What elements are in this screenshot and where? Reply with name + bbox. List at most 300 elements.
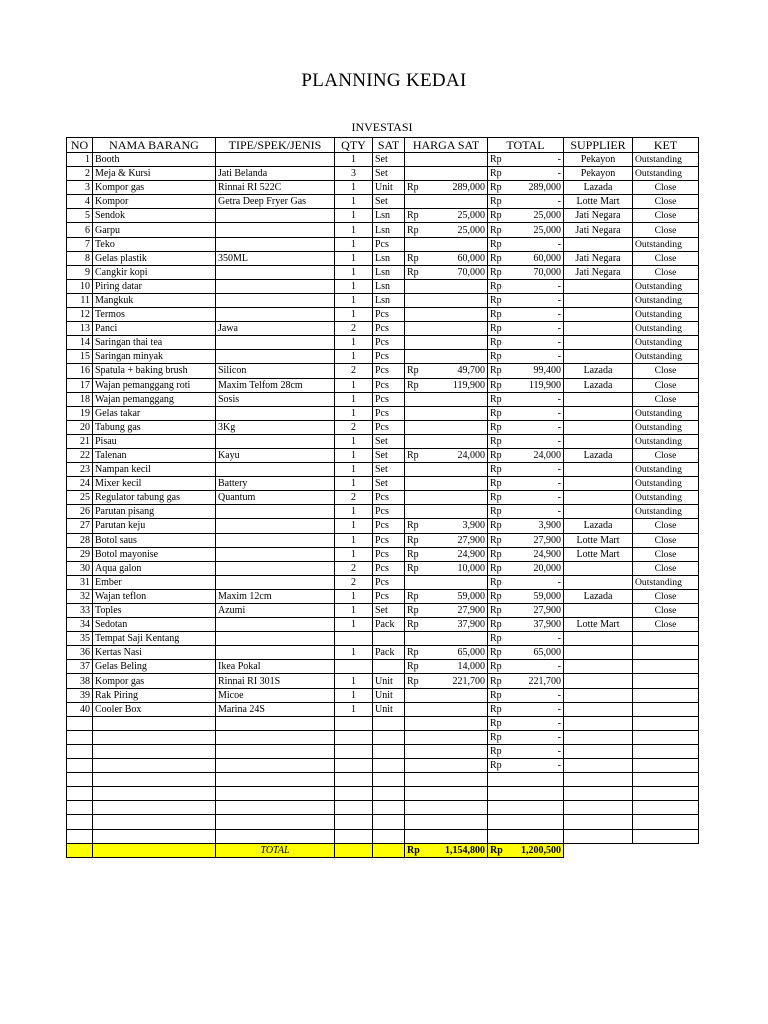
cell-nama-barang bbox=[93, 815, 216, 829]
cell-harga-currency bbox=[405, 716, 427, 730]
cell-supplier bbox=[564, 575, 633, 589]
cell-qty: 1 bbox=[335, 265, 373, 279]
cell-tipe: Jawa bbox=[216, 322, 335, 336]
cell-total-currency: Rp bbox=[488, 716, 510, 730]
cell-no: 39 bbox=[67, 688, 93, 702]
cell-nama-barang: Aqua galon bbox=[93, 561, 216, 575]
cell-nama-barang bbox=[93, 744, 216, 758]
table-row bbox=[67, 604, 699, 618]
cell-total-currency: Rp bbox=[488, 547, 510, 561]
cell-supplier: Lazada bbox=[564, 448, 633, 462]
cell-supplier: Jati Negara bbox=[564, 209, 633, 223]
cell-total-currency: Rp bbox=[488, 618, 510, 632]
cell-ket: Close bbox=[633, 547, 699, 561]
cell-nama-barang: Cangkir kopi bbox=[93, 265, 216, 279]
cell-harga-sat bbox=[427, 336, 488, 350]
cell-harga-sat bbox=[427, 406, 488, 420]
cell-harga-sat bbox=[427, 688, 488, 702]
cell-tipe bbox=[216, 773, 335, 787]
cell-qty: 1 bbox=[335, 195, 373, 209]
cell-supplier bbox=[564, 463, 633, 477]
cell-total-currency: Rp bbox=[488, 604, 510, 618]
cell-qty: 1 bbox=[335, 702, 373, 716]
table-row bbox=[67, 195, 699, 209]
cell-harga-currency bbox=[405, 279, 427, 293]
cell-no: 10 bbox=[67, 279, 93, 293]
cell-qty: 2 bbox=[335, 561, 373, 575]
cell-sat bbox=[373, 716, 405, 730]
cell-nama-barang: Sedotan bbox=[93, 618, 216, 632]
cell-sat: Pcs bbox=[373, 350, 405, 364]
cell-ket: Close bbox=[633, 604, 699, 618]
cell-ket: Outstanding bbox=[633, 279, 699, 293]
cell-sat: Lsn bbox=[373, 223, 405, 237]
cell-no: 37 bbox=[67, 660, 93, 674]
cell-total: 25,000 bbox=[510, 223, 564, 237]
cell-supplier bbox=[564, 293, 633, 307]
cell-total: 289,000 bbox=[510, 181, 564, 195]
cell-qty bbox=[335, 787, 373, 801]
cell-harga-currency bbox=[405, 575, 427, 589]
cell-supplier: Lotte Mart bbox=[564, 533, 633, 547]
cell-total: - bbox=[510, 237, 564, 251]
cell-supplier bbox=[564, 674, 633, 688]
table-row bbox=[67, 364, 699, 378]
cell-total: - bbox=[510, 279, 564, 293]
cell-total: - bbox=[510, 336, 564, 350]
cell-harga-currency bbox=[405, 477, 427, 491]
total-empty-ket bbox=[633, 843, 699, 857]
cell-tipe: Sosis bbox=[216, 392, 335, 406]
cell-supplier: Lazada bbox=[564, 378, 633, 392]
cell-no: 15 bbox=[67, 350, 93, 364]
cell-tipe bbox=[216, 237, 335, 251]
cell-harga-sat: 37,900 bbox=[427, 618, 488, 632]
cell-no: 14 bbox=[67, 336, 93, 350]
cell-total-currency: Rp bbox=[488, 674, 510, 688]
table-row bbox=[67, 688, 699, 702]
cell-no bbox=[67, 773, 93, 787]
cell-nama-barang: Meja & Kursi bbox=[93, 167, 216, 181]
cell-harga-sat: 10,000 bbox=[427, 561, 488, 575]
table-row bbox=[67, 279, 699, 293]
cell-total-currency: Rp bbox=[488, 153, 510, 167]
investment-table bbox=[66, 137, 699, 858]
cell-no bbox=[67, 716, 93, 730]
cell-tipe bbox=[216, 533, 335, 547]
cell-ket bbox=[633, 702, 699, 716]
cell-total: 27,900 bbox=[510, 533, 564, 547]
cell-supplier: Lotte Mart bbox=[564, 195, 633, 209]
cell-sat: Pack bbox=[373, 646, 405, 660]
cell-total-currency bbox=[488, 829, 510, 843]
cell-tipe: 3Kg bbox=[216, 420, 335, 434]
table-row bbox=[67, 618, 699, 632]
header-harga-sat: HARGA SAT bbox=[405, 138, 488, 153]
cell-sat: Unit bbox=[373, 688, 405, 702]
cell-ket: Close bbox=[633, 618, 699, 632]
table-row bbox=[67, 632, 699, 646]
cell-harga-sat bbox=[427, 575, 488, 589]
cell-supplier bbox=[564, 392, 633, 406]
cell-harga-sat: 27,900 bbox=[427, 604, 488, 618]
cell-no: 36 bbox=[67, 646, 93, 660]
cell-supplier: Lazada bbox=[564, 589, 633, 603]
cell-tipe: Maxim Telfom 28cm bbox=[216, 378, 335, 392]
cell-tipe: Kayu bbox=[216, 448, 335, 462]
cell-total-currency: Rp bbox=[488, 575, 510, 589]
cell-nama-barang: Booth bbox=[93, 153, 216, 167]
cell-tipe bbox=[216, 815, 335, 829]
cell-qty bbox=[335, 744, 373, 758]
cell-total: 99,400 bbox=[510, 364, 564, 378]
cell-ket: Close bbox=[633, 392, 699, 406]
cell-harga-sat: 25,000 bbox=[427, 209, 488, 223]
cell-tipe: Micoe bbox=[216, 688, 335, 702]
cell-qty bbox=[335, 801, 373, 815]
header-no: NO bbox=[67, 138, 93, 153]
cell-qty: 1 bbox=[335, 448, 373, 462]
cell-harga-currency bbox=[405, 688, 427, 702]
cell-harga-currency bbox=[405, 195, 427, 209]
cell-tipe bbox=[216, 618, 335, 632]
cell-nama-barang: Kompor bbox=[93, 195, 216, 209]
cell-total: - bbox=[510, 293, 564, 307]
cell-harga-currency bbox=[405, 744, 427, 758]
cell-qty: 1 bbox=[335, 688, 373, 702]
cell-ket: Close bbox=[633, 364, 699, 378]
cell-total bbox=[510, 815, 564, 829]
cell-sat: Pcs bbox=[373, 491, 405, 505]
cell-harga-currency: Rp bbox=[405, 364, 427, 378]
cell-ket bbox=[633, 801, 699, 815]
cell-total-currency: Rp bbox=[488, 434, 510, 448]
cell-tipe bbox=[216, 209, 335, 223]
cell-qty: 1 bbox=[335, 153, 373, 167]
cell-ket: Close bbox=[633, 181, 699, 195]
cell-no: 33 bbox=[67, 604, 93, 618]
cell-supplier bbox=[564, 773, 633, 787]
cell-harga-currency bbox=[405, 829, 427, 843]
table-row bbox=[67, 730, 699, 744]
section-title: INVESTASI bbox=[351, 120, 413, 134]
cell-harga-sat bbox=[427, 759, 488, 773]
cell-sat bbox=[373, 759, 405, 773]
cell-total: 20,000 bbox=[510, 561, 564, 575]
cell-harga-sat: 60,000 bbox=[427, 251, 488, 265]
total-cell-no bbox=[67, 843, 93, 857]
cell-supplier: Pekayon bbox=[564, 153, 633, 167]
cell-harga-sat bbox=[427, 293, 488, 307]
cell-supplier bbox=[564, 237, 633, 251]
cell-ket: Close bbox=[633, 265, 699, 279]
cell-no: 23 bbox=[67, 463, 93, 477]
cell-harga-currency: Rp bbox=[405, 265, 427, 279]
cell-total-currency: Rp bbox=[488, 505, 510, 519]
cell-nama-barang bbox=[93, 829, 216, 843]
table-row bbox=[67, 434, 699, 448]
cell-qty: 1 bbox=[335, 279, 373, 293]
cell-harga-currency: Rp bbox=[405, 561, 427, 575]
cell-harga-sat bbox=[427, 434, 488, 448]
cell-harga-currency bbox=[405, 322, 427, 336]
cell-nama-barang: Parutan keju bbox=[93, 519, 216, 533]
cell-qty: 1 bbox=[335, 434, 373, 448]
cell-total: 27,900 bbox=[510, 604, 564, 618]
cell-sat: Pcs bbox=[373, 237, 405, 251]
cell-sat: Pcs bbox=[373, 364, 405, 378]
total-label: TOTAL bbox=[216, 843, 335, 857]
cell-nama-barang bbox=[93, 773, 216, 787]
cell-total-currency: Rp bbox=[488, 251, 510, 265]
header-row bbox=[67, 138, 699, 153]
table-row bbox=[67, 463, 699, 477]
cell-supplier: Jati Negara bbox=[564, 251, 633, 265]
cell-total-currency: Rp bbox=[488, 209, 510, 223]
cell-total-currency bbox=[488, 815, 510, 829]
cell-ket bbox=[633, 744, 699, 758]
cell-supplier: Jati Negara bbox=[564, 265, 633, 279]
header-total: TOTAL bbox=[488, 138, 564, 153]
cell-supplier bbox=[564, 336, 633, 350]
cell-harga-currency bbox=[405, 787, 427, 801]
cell-qty bbox=[335, 632, 373, 646]
header-supplier: SUPPLIER bbox=[564, 138, 633, 153]
table-row bbox=[67, 829, 699, 843]
header-tipe: TIPE/SPEK/JENIS bbox=[216, 138, 335, 153]
cell-harga-sat: 59,000 bbox=[427, 589, 488, 603]
cell-harga-currency: Rp bbox=[405, 646, 427, 660]
cell-no: 38 bbox=[67, 674, 93, 688]
cell-qty bbox=[335, 815, 373, 829]
cell-harga-sat bbox=[427, 322, 488, 336]
cell-qty: 3 bbox=[335, 167, 373, 181]
cell-sat: Pcs bbox=[373, 575, 405, 589]
cell-qty: 1 bbox=[335, 378, 373, 392]
cell-total: - bbox=[510, 660, 564, 674]
cell-supplier: Jati Negara bbox=[564, 223, 633, 237]
cell-qty bbox=[335, 759, 373, 773]
cell-qty: 1 bbox=[335, 308, 373, 322]
cell-nama-barang bbox=[93, 716, 216, 730]
cell-total-currency: Rp bbox=[488, 759, 510, 773]
cell-harga-currency: Rp bbox=[405, 378, 427, 392]
cell-total: - bbox=[510, 153, 564, 167]
cell-no: 32 bbox=[67, 589, 93, 603]
cell-qty: 2 bbox=[335, 322, 373, 336]
cell-nama-barang: Kompor gas bbox=[93, 674, 216, 688]
cell-no: 24 bbox=[67, 477, 93, 491]
cell-tipe bbox=[216, 632, 335, 646]
cell-tipe bbox=[216, 463, 335, 477]
cell-harga-currency bbox=[405, 815, 427, 829]
cell-harga-currency bbox=[405, 237, 427, 251]
cell-no: 4 bbox=[67, 195, 93, 209]
cell-sat: Set bbox=[373, 604, 405, 618]
cell-sat: Pcs bbox=[373, 420, 405, 434]
cell-ket bbox=[633, 674, 699, 688]
cell-ket bbox=[633, 829, 699, 843]
cell-tipe bbox=[216, 829, 335, 843]
cell-qty: 1 bbox=[335, 589, 373, 603]
cell-qty bbox=[335, 730, 373, 744]
header-qty: QTY bbox=[335, 138, 373, 153]
cell-harga-currency bbox=[405, 463, 427, 477]
cell-sat: Unit bbox=[373, 702, 405, 716]
cell-harga-sat bbox=[427, 744, 488, 758]
cell-total-currency: Rp bbox=[488, 279, 510, 293]
cell-tipe: Silicon bbox=[216, 364, 335, 378]
cell-ket bbox=[633, 646, 699, 660]
total-harga-currency: Rp bbox=[405, 843, 427, 857]
cell-sat bbox=[373, 773, 405, 787]
cell-nama-barang bbox=[93, 759, 216, 773]
cell-qty: 1 bbox=[335, 463, 373, 477]
table-row bbox=[67, 181, 699, 195]
cell-total: 65,000 bbox=[510, 646, 564, 660]
cell-harga-sat: 119,900 bbox=[427, 378, 488, 392]
cell-ket: Close bbox=[633, 223, 699, 237]
table-row bbox=[67, 702, 699, 716]
cell-supplier bbox=[564, 477, 633, 491]
cell-total: - bbox=[510, 744, 564, 758]
cell-total: - bbox=[510, 759, 564, 773]
cell-supplier bbox=[564, 646, 633, 660]
cell-no bbox=[67, 787, 93, 801]
cell-tipe bbox=[216, 759, 335, 773]
cell-nama-barang: Gelas takar bbox=[93, 406, 216, 420]
cell-total: - bbox=[510, 322, 564, 336]
cell-sat: Pcs bbox=[373, 308, 405, 322]
cell-tipe bbox=[216, 744, 335, 758]
cell-nama-barang: Kertas Nasi bbox=[93, 646, 216, 660]
cell-sat bbox=[373, 829, 405, 843]
table-row bbox=[67, 420, 699, 434]
cell-total: - bbox=[510, 195, 564, 209]
cell-tipe: Azumi bbox=[216, 604, 335, 618]
cell-ket: Outstanding bbox=[633, 406, 699, 420]
table-row bbox=[67, 801, 699, 815]
cell-qty: 2 bbox=[335, 575, 373, 589]
cell-total: - bbox=[510, 434, 564, 448]
cell-tipe bbox=[216, 153, 335, 167]
cell-tipe bbox=[216, 547, 335, 561]
cell-nama-barang: Kompor gas bbox=[93, 181, 216, 195]
cell-total-currency: Rp bbox=[488, 646, 510, 660]
cell-no: 34 bbox=[67, 618, 93, 632]
cell-total-currency: Rp bbox=[488, 392, 510, 406]
cell-ket: Close bbox=[633, 195, 699, 209]
cell-qty: 1 bbox=[335, 209, 373, 223]
cell-harga-currency bbox=[405, 308, 427, 322]
cell-total-currency: Rp bbox=[488, 322, 510, 336]
table-row bbox=[67, 237, 699, 251]
cell-harga-currency bbox=[405, 420, 427, 434]
cell-ket bbox=[633, 815, 699, 829]
cell-ket: Outstanding bbox=[633, 167, 699, 181]
cell-nama-barang: Sendok bbox=[93, 209, 216, 223]
cell-harga-sat bbox=[427, 787, 488, 801]
cell-ket: Outstanding bbox=[633, 575, 699, 589]
header-ket: KET bbox=[633, 138, 699, 153]
cell-no bbox=[67, 744, 93, 758]
cell-qty bbox=[335, 829, 373, 843]
cell-ket: Close bbox=[633, 251, 699, 265]
table-row bbox=[67, 209, 699, 223]
cell-tipe bbox=[216, 293, 335, 307]
cell-qty: 1 bbox=[335, 350, 373, 364]
cell-sat: Pcs bbox=[373, 589, 405, 603]
cell-nama-barang: Pisau bbox=[93, 434, 216, 448]
cell-qty: 1 bbox=[335, 181, 373, 195]
cell-ket: Outstanding bbox=[633, 237, 699, 251]
cell-tipe: 350ML bbox=[216, 251, 335, 265]
cell-harga-sat bbox=[427, 237, 488, 251]
cell-total: - bbox=[510, 632, 564, 646]
cell-harga-currency bbox=[405, 392, 427, 406]
cell-tipe bbox=[216, 801, 335, 815]
cell-supplier: Lotte Mart bbox=[564, 547, 633, 561]
cell-no: 40 bbox=[67, 702, 93, 716]
cell-nama-barang: Garpu bbox=[93, 223, 216, 237]
cell-total-currency: Rp bbox=[488, 477, 510, 491]
cell-qty: 1 bbox=[335, 406, 373, 420]
cell-total-currency: Rp bbox=[488, 350, 510, 364]
cell-total-currency: Rp bbox=[488, 688, 510, 702]
cell-harga-currency bbox=[405, 730, 427, 744]
cell-nama-barang: Mixer kecil bbox=[93, 477, 216, 491]
cell-total: - bbox=[510, 575, 564, 589]
cell-total-currency: Rp bbox=[488, 589, 510, 603]
cell-total-currency: Rp bbox=[488, 378, 510, 392]
cell-supplier bbox=[564, 759, 633, 773]
table-row bbox=[67, 378, 699, 392]
cell-nama-barang: Toples bbox=[93, 604, 216, 618]
cell-harga-sat bbox=[427, 153, 488, 167]
cell-total-currency: Rp bbox=[488, 364, 510, 378]
cell-ket: Close bbox=[633, 209, 699, 223]
cell-sat: Lsn bbox=[373, 293, 405, 307]
cell-qty: 2 bbox=[335, 491, 373, 505]
cell-total-currency: Rp bbox=[488, 237, 510, 251]
cell-no: 16 bbox=[67, 364, 93, 378]
cell-supplier: Lazada bbox=[564, 519, 633, 533]
cell-harga-currency: Rp bbox=[405, 533, 427, 547]
cell-harga-sat: 70,000 bbox=[427, 265, 488, 279]
cell-total: - bbox=[510, 491, 564, 505]
cell-supplier bbox=[564, 744, 633, 758]
cell-no: 9 bbox=[67, 265, 93, 279]
cell-harga-sat bbox=[427, 392, 488, 406]
cell-total: - bbox=[510, 463, 564, 477]
table-row bbox=[67, 660, 699, 674]
cell-total: - bbox=[510, 167, 564, 181]
cell-harga-sat bbox=[427, 632, 488, 646]
total-currency: Rp bbox=[488, 843, 510, 857]
cell-supplier bbox=[564, 406, 633, 420]
cell-ket bbox=[633, 773, 699, 787]
cell-no bbox=[67, 730, 93, 744]
cell-no: 20 bbox=[67, 420, 93, 434]
cell-sat bbox=[373, 787, 405, 801]
cell-nama-barang: Talenan bbox=[93, 448, 216, 462]
table-row bbox=[67, 773, 699, 787]
cell-nama-barang: Wajan teflon bbox=[93, 589, 216, 603]
cell-ket bbox=[633, 660, 699, 674]
cell-total: - bbox=[510, 688, 564, 702]
table-row bbox=[67, 815, 699, 829]
total-cell-qty bbox=[335, 843, 373, 857]
